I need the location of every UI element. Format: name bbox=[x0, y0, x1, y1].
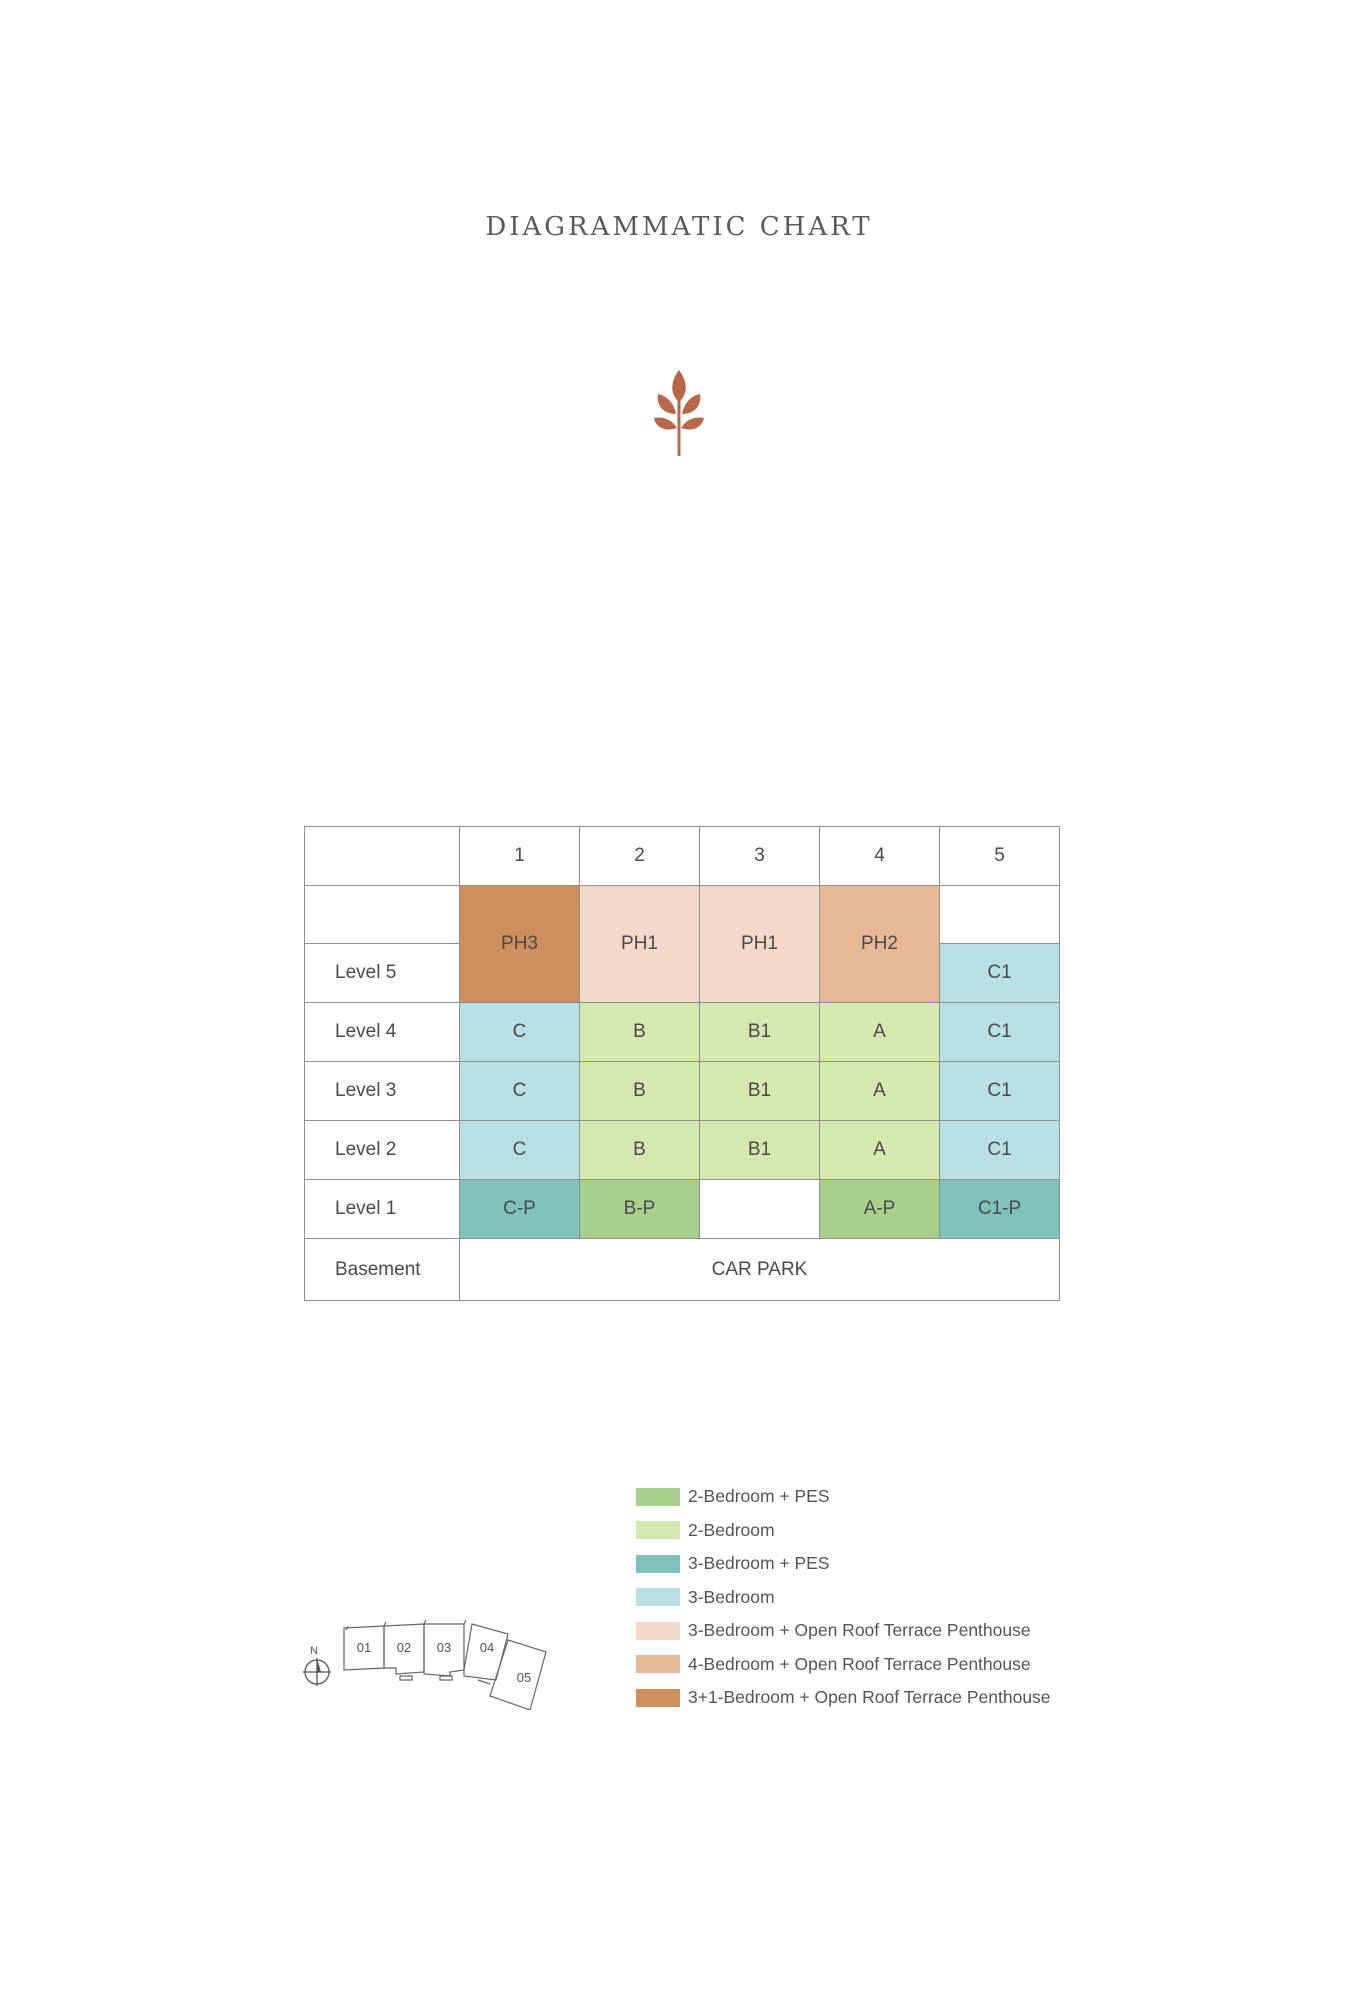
unit-label: 04 bbox=[479, 1640, 495, 1655]
legend-label: 3-Bedroom + Open Roof Terrace Penthouse bbox=[688, 1620, 1031, 1641]
level-label: Level 4 bbox=[305, 1003, 460, 1062]
unit-cell: C bbox=[460, 1062, 580, 1121]
level-label: Level 2 bbox=[305, 1121, 460, 1180]
unit-cell: C bbox=[460, 1003, 580, 1062]
car-park-cell: CAR PARK bbox=[460, 1239, 1060, 1301]
unit-cell: A bbox=[820, 1003, 940, 1062]
key-plan bbox=[300, 1600, 570, 1710]
unit-label: 01 bbox=[356, 1640, 372, 1655]
basement-row bbox=[305, 1239, 1060, 1301]
legend-item bbox=[636, 1581, 1051, 1615]
legend-label: 2-Bedroom + PES bbox=[688, 1486, 830, 1507]
north-label: N bbox=[310, 1645, 318, 1657]
column-header: 2 bbox=[580, 827, 700, 886]
unit-label: 05 bbox=[516, 1670, 532, 1685]
legend-label: 2-Bedroom bbox=[688, 1519, 775, 1540]
column-header: 5 bbox=[940, 827, 1060, 886]
unit-label: 03 bbox=[436, 1640, 452, 1655]
unit-cell: C-P bbox=[460, 1180, 580, 1239]
level-row bbox=[305, 1121, 1060, 1180]
unit-cell: C bbox=[460, 1121, 580, 1180]
column-header: 1 bbox=[460, 827, 580, 886]
legend-swatch bbox=[636, 1689, 680, 1707]
unit-cell-ph1: PH1 bbox=[700, 886, 820, 1003]
blank-cell bbox=[305, 886, 460, 944]
building-outline bbox=[344, 1620, 546, 1710]
level-label: Level 1 bbox=[305, 1180, 460, 1239]
legend-swatch bbox=[636, 1488, 680, 1506]
page-title: DIAGRAMMATIC CHART bbox=[485, 212, 873, 242]
legend-label: 3-Bedroom + PES bbox=[688, 1553, 830, 1574]
unit-label: 02 bbox=[396, 1640, 412, 1655]
legend-item bbox=[636, 1480, 1051, 1514]
level-row bbox=[305, 1180, 1060, 1239]
unit-cell: C1 bbox=[940, 1121, 1060, 1180]
column-header: 3 bbox=[700, 827, 820, 886]
level-row bbox=[305, 1003, 1060, 1062]
unit-cell: B bbox=[580, 1062, 700, 1121]
legend-item bbox=[636, 1681, 1051, 1715]
legend-swatch bbox=[636, 1555, 680, 1573]
level-label: Level 3 bbox=[305, 1062, 460, 1121]
legend-swatch bbox=[636, 1588, 680, 1606]
unit-cell: B1 bbox=[700, 1062, 820, 1121]
sprout-logo-icon bbox=[652, 368, 706, 456]
unit-cell: C1 bbox=[940, 1062, 1060, 1121]
level-label: Basement bbox=[305, 1239, 460, 1301]
unit-cell-ph1: PH1 bbox=[580, 886, 700, 1003]
legend-item bbox=[636, 1648, 1051, 1682]
unit-cell: B bbox=[580, 1121, 700, 1180]
level-label: Level 5 bbox=[305, 944, 460, 1003]
legend-item bbox=[636, 1514, 1051, 1548]
unit-cell: B1 bbox=[700, 1003, 820, 1062]
legend-label: 3-Bedroom bbox=[688, 1586, 775, 1607]
unit-cell: B bbox=[580, 1003, 700, 1062]
legend-item bbox=[636, 1547, 1051, 1581]
unit-cell: C1 bbox=[940, 1003, 1060, 1062]
blank-cell bbox=[940, 886, 1060, 944]
unit-cell: C1 bbox=[940, 944, 1060, 1003]
unit-cell: A bbox=[820, 1121, 940, 1180]
unit-chart-table bbox=[304, 826, 1060, 1301]
unit-cell: B-P bbox=[580, 1180, 700, 1239]
unit-cell: A-P bbox=[820, 1180, 940, 1239]
penthouse-upper-row bbox=[305, 886, 1060, 944]
legend-label: 4-Bedroom + Open Roof Terrace Penthouse bbox=[688, 1653, 1031, 1674]
compass-icon bbox=[303, 1645, 331, 1686]
empty-unit-cell bbox=[700, 1180, 820, 1239]
legend-label: 3+1-Bedroom + Open Roof Terrace Penthouse bbox=[688, 1687, 1051, 1708]
column-header: 4 bbox=[820, 827, 940, 886]
unit-cell: A bbox=[820, 1062, 940, 1121]
unit-cell: C1-P bbox=[940, 1180, 1060, 1239]
legend-swatch bbox=[636, 1521, 680, 1539]
legend-item bbox=[636, 1614, 1051, 1648]
level-row bbox=[305, 1062, 1060, 1121]
legend-swatch bbox=[636, 1622, 680, 1640]
corner-cell bbox=[305, 827, 460, 886]
unit-cell-ph3: PH3 bbox=[460, 886, 580, 1003]
legend-swatch bbox=[636, 1655, 680, 1673]
legend bbox=[636, 1480, 1051, 1715]
column-header-row bbox=[305, 827, 1060, 886]
unit-cell: B1 bbox=[700, 1121, 820, 1180]
unit-cell-ph2: PH2 bbox=[820, 886, 940, 1003]
